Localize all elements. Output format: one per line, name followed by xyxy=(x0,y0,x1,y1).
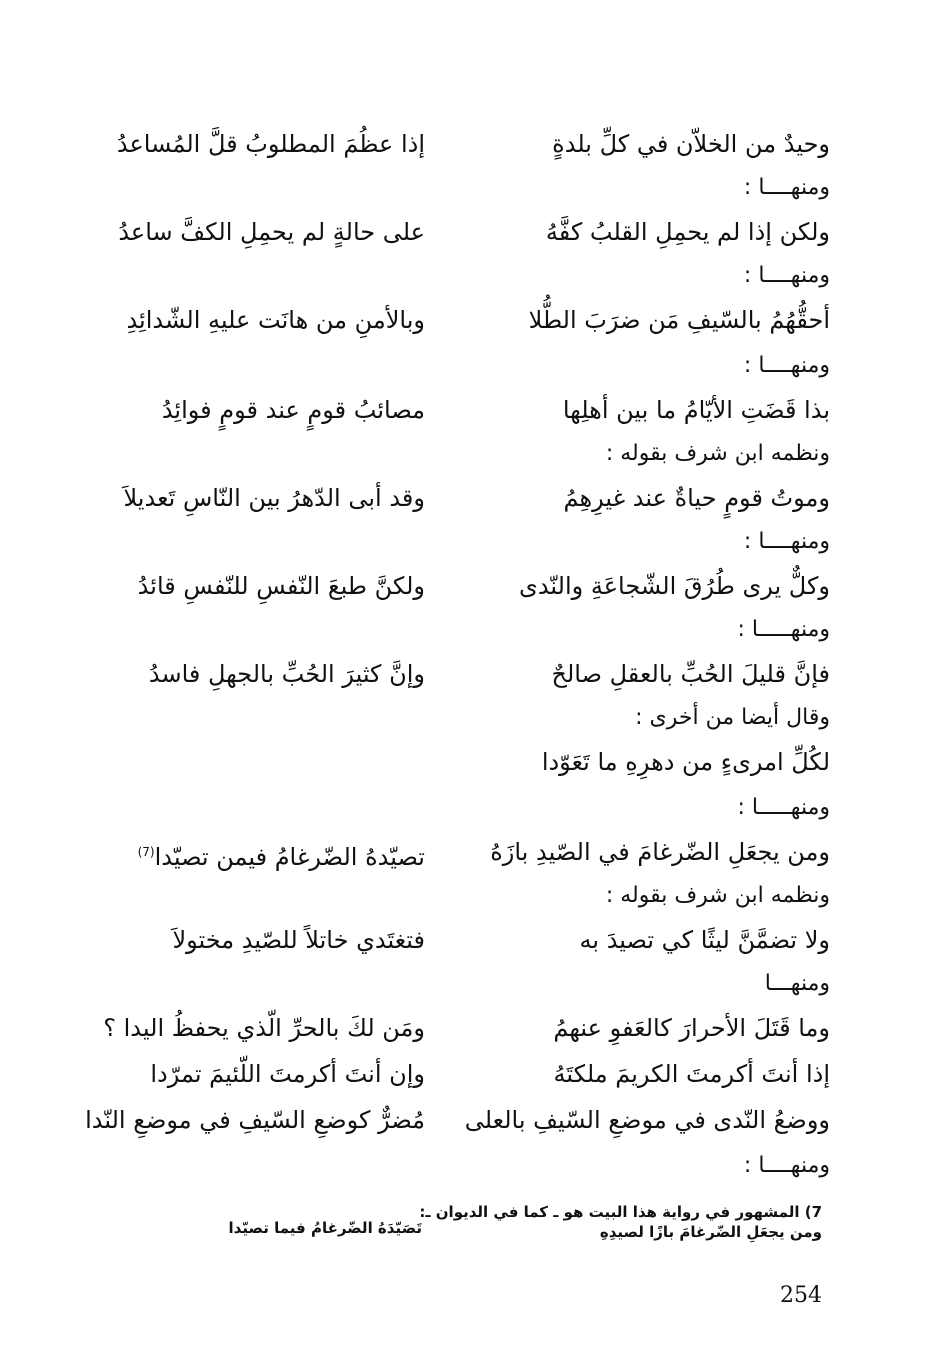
section-label: وقال أيضا من أخرى : xyxy=(635,705,830,730)
verse-right-8: لكُلِّ امرىءٍ من دهرِهِ ما تَعَوّدا xyxy=(541,748,830,776)
section-label: ومنهــــا : xyxy=(743,263,830,288)
verse-left-1: إذا عظُمَ المطلوبُ قلَّ المُساعدُ xyxy=(116,130,425,158)
verse-left-5: وقد أبى الدّهرُ بين النّاسِ تَعديلاَ xyxy=(123,484,425,512)
verse-left-9 xyxy=(138,836,425,873)
section-label: ونظمه ابن شرف بقوله : xyxy=(605,441,830,466)
section-label: ومنهـــا xyxy=(764,971,830,996)
verse-right-9: ومن يجعَلِ الضّرغامَ في الصّيدِ بازَهُ xyxy=(490,838,830,866)
section-label: ومنهــــا : xyxy=(743,1153,830,1178)
verse-left-6: ولكنَّ طبعَ النّفسِ للنّفسِ قائدُ xyxy=(137,572,425,600)
verse-right-4: بذا قَضَتِ الأيّامُ ما بين أهلِها xyxy=(562,396,830,424)
verse-left-12: وإن أنتَ أكرمتَ اللّئيمَ تمرّدا xyxy=(150,1060,425,1088)
section-label: ومنهــــا : xyxy=(743,529,830,554)
section-label: ومنهـــــا : xyxy=(737,617,830,642)
verse-right-2: ولكن إذا لم يحمِلِ القلبُ كفَّهُ xyxy=(545,218,830,246)
section-label: ومنهــــا : xyxy=(743,353,830,378)
section-label: ونظمه ابن شرف بقوله : xyxy=(605,883,830,908)
verse-left-13: مُضرٌّ كوضعِ السّيفِ في موضعِ النّدا xyxy=(85,1106,425,1134)
footnote-verse-left: تَصَيّدَهُ الضّرغامُ فيما تصيّدا xyxy=(228,1219,422,1237)
verse-right-1: وحيدٌ من الخلاّن في كلِّ بلدةٍ xyxy=(552,130,830,158)
verse-left-10: فتغتَدي خاتلاً للصّيدِ مختولاَ xyxy=(172,926,425,954)
verse-right-11: وما قَتَلَ الأحرارَ كالعَفوِ عنهمُ xyxy=(553,1014,830,1042)
verse-left-7: وإنَّ كثيرَ الحُبِّ بالجهلِ فاسدُ xyxy=(148,660,425,688)
footnote-marker[interactable]: (7) xyxy=(137,845,155,859)
verse-right-7: فإنَّ قليلَ الحُبِّ بالعقلِ صالحٌ xyxy=(551,660,830,688)
verse-right-12: إذا أنتَ أكرمتَ الكريمَ ملكتَهُ xyxy=(553,1060,830,1088)
verse-right-10: ولا تضمَّنَّ ليثًا كي تصيدَ به xyxy=(579,926,830,954)
verse-left-9-text: تصيّدهُ الضّرغامُ فيمن تصيّدا xyxy=(154,843,425,871)
verse-right-3: أحقُّهُمُ بالسّيفِ مَن ضرَبَ الطُّلا xyxy=(528,306,830,334)
verse-left-2: على حالةٍ لم يحمِلِ الكفَّ ساعدُ xyxy=(118,218,425,246)
verse-left-11: ومَن لكَ بالحرِّ الّذي يحفظُ اليدا ؟ xyxy=(103,1014,425,1042)
verse-right-13: ووضعُ النّدى في موضعِ السّيفِ بالعلى xyxy=(464,1106,830,1134)
footnote-verse-right: ومن يجعَلِ الضّرغامَ بازًا لصيدِهِ xyxy=(599,1223,822,1241)
verse-right-5: وموتُ قومٍ حياةٌ عند غيرِهِمُ xyxy=(563,484,830,512)
footnote-intro: 7) المشهور في رواية هذا البيت هو ـ كما في الديوان ـ: xyxy=(419,1203,822,1221)
page-number: 254 xyxy=(780,1283,822,1308)
verse-left-3: وبالأمنِ من هانَت عليهِ الشّدائِدِ xyxy=(126,306,425,334)
verse-right-6: وكلٌّ يرى طُرُقَ الشّجاعَةِ والنّدى xyxy=(519,572,830,600)
verse-left-4: مصائبُ قومٍ عند قومٍ فوائِدُ xyxy=(161,396,425,424)
section-label: ومنهـــــا : xyxy=(737,795,830,820)
section-label: ومنهــــا : xyxy=(743,175,830,200)
